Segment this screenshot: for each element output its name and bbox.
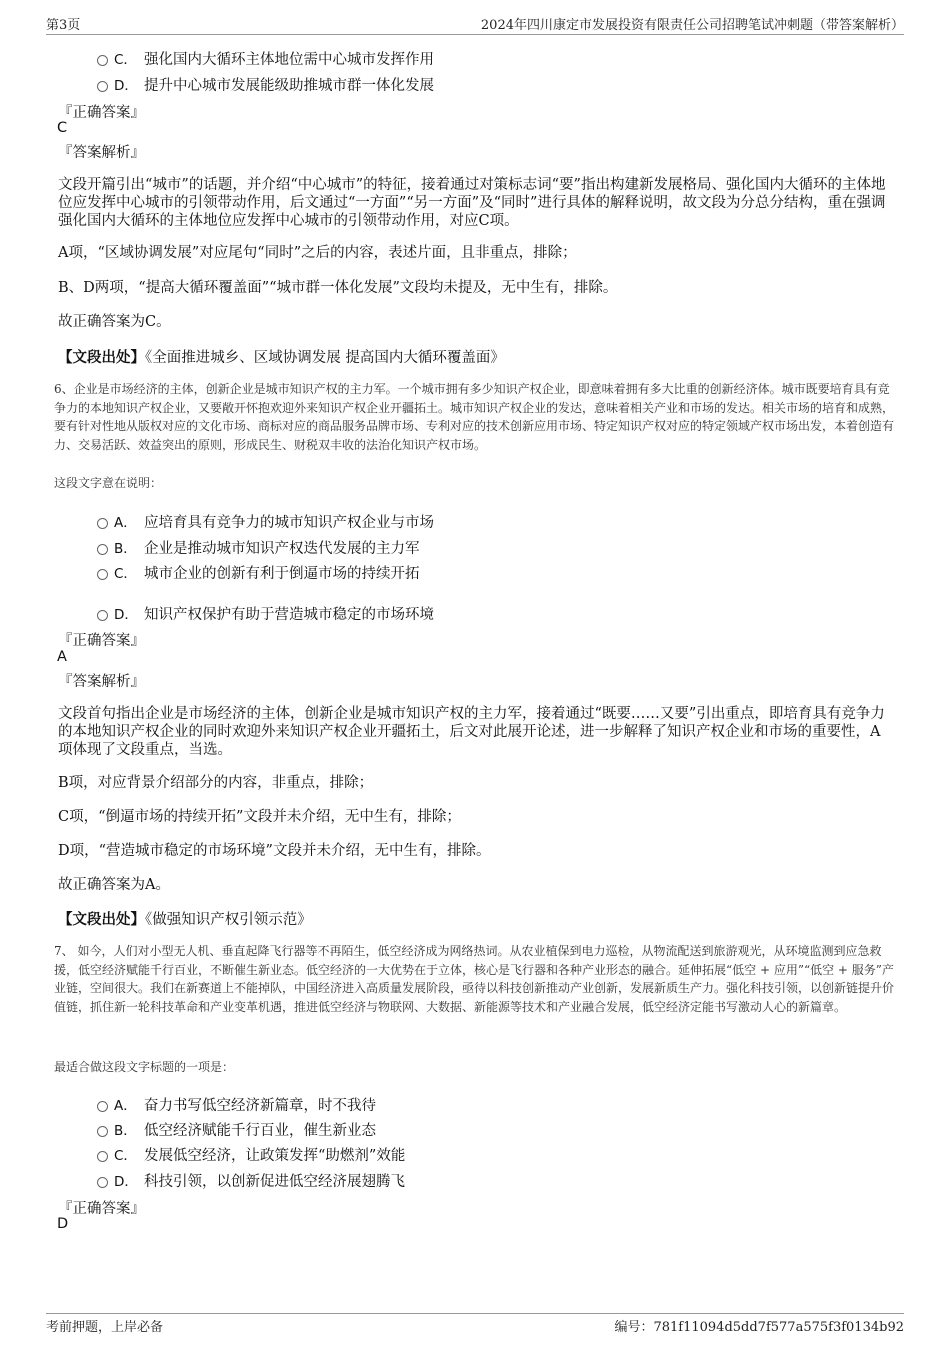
radio-icon[interactable] — [97, 1177, 108, 1188]
q7-option-c[interactable]: C． 发展低空经济，让政策发挥“助燃剂”效能 — [97, 1144, 405, 1165]
q5-analysis-line-bd: B、D两项，“提高大循环覆盖面”“城市群一体化发展”文段均未提及，无中生有，排除。 — [58, 280, 618, 296]
radio-icon[interactable] — [97, 610, 108, 621]
q5-analysis-line-a: A项，“区域协调发展”对应尾句“同时”之后的内容，表述片面，且非重点，排除； — [58, 245, 577, 261]
q7-answer: D — [57, 1216, 69, 1232]
footer-slogan: 考前押题，上岸必备 — [46, 1320, 164, 1335]
radio-icon[interactable] — [97, 518, 108, 529]
q7-stem: 7、 如今，人们对小型无人机、垂直起降飞行器等不再陌生，低空经济成为网络热词。从农业植保到电力巡检，从物流配送到旅游观光，从环境监测到应急救援，低空经济赋能千行百业，不断催生新业态。低空经济的一大优势在于立体，核心是飞行器和各种产业形态的融合。延伸拓展“低空 + 应用”“低空 + 服务”产业链，空间很大。我们在新赛道上不能掉队，中国经济进入高质量发展阶段，亟待以科技创新推动产业创新，发展新质生产力。强化科技引领，以创新链提升价值链，抓住新一轮科技革命和产业变革机遇，推进低空经济与物联网、大数据、新能源等技术和产业融合发展，低空经济定能书写激动人心的新篇章。 — [54, 944, 895, 1014]
q5-analysis-label: 『答案解析』 — [58, 145, 145, 161]
q6-source: 【文段出处】《做强知识产权引领示范》 — [58, 911, 312, 928]
q6-option-c[interactable]: C． 城市企业的创新有利于倒逼市场的持续开拓 — [97, 562, 420, 583]
page-header — [46, 14, 904, 35]
q6-answer-label: 『正确答案』 — [58, 633, 145, 649]
q5-answer-label: 『正确答案』 — [58, 105, 145, 121]
q5-source: 【文段出处】《全面推进城乡、区域协调发展 提高国内大循环覆盖面》 — [58, 349, 505, 366]
radio-icon[interactable] — [97, 1101, 108, 1112]
q5-conclusion: 故正确答案为C。 — [58, 314, 171, 330]
q6-question: 这段文字意在说明： — [54, 476, 163, 490]
q6-analysis-line-b: B项，对应背景介绍部分的内容，非重点，排除； — [58, 775, 374, 791]
q7-option-d[interactable]: D． 科技引领，以创新促进低空经济展翅腾飞 — [97, 1170, 405, 1191]
q6-analysis-line-c: C项，“倒逼市场的持续开拓”文段并未介绍，无中生有，排除； — [58, 809, 461, 825]
q6-option-d[interactable]: D． 知识产权保护有助于营造城市稳定的市场环境 — [97, 603, 434, 624]
q7-answer-label: 『正确答案』 — [58, 1201, 145, 1217]
radio-icon[interactable] — [97, 81, 108, 92]
q6-option-a[interactable]: A． 应培育具有竞争力的城市知识产权企业与市场 — [97, 511, 434, 532]
q6-conclusion: 故正确答案为A。 — [58, 877, 170, 893]
footer-serial: 编号：781f11094d5dd7f577a575f3f0134b92 — [614, 1320, 904, 1335]
q5-answer: C — [57, 120, 68, 136]
radio-icon[interactable] — [97, 1126, 108, 1137]
q6-option-b[interactable]: B． 企业是推动城市知识产权迭代发展的主力军 — [97, 537, 420, 558]
q5-analysis-paragraph: 文段开篇引出“城市”的话题，并介绍“中心城市”的特征，接着通过对策标志词“要”指出构建新发展格局、强化国内大循环的主体地位应发挥中心城市的引领带动作用，后文通过“一方面”“另一方面”及“同时”进行具体的解释说明，故文段为分总分结构，重在强调强化国内大循环的主体地位应发挥中心城市的引领带动作用，对应C项。 — [58, 177, 886, 229]
page-number: 第3页 — [46, 18, 81, 33]
radio-icon[interactable] — [97, 1151, 108, 1162]
q7-option-a[interactable]: A． 奋力书写低空经济新篇章，时不我待 — [97, 1094, 376, 1115]
q5-option-c[interactable]: C． 强化国内大循环主体地位需中心城市发挥作用 — [97, 48, 434, 69]
q6-analysis-label: 『答案解析』 — [58, 674, 145, 690]
radio-icon[interactable] — [97, 544, 108, 555]
page-footer — [46, 1313, 904, 1335]
q6-analysis-paragraph: 文段首句指出企业是市场经济的主体，创新企业是城市知识产权的主力军，接着通过“既要……又要”引出重点，即培育具有竞争力的本地知识产权企业的同时欢迎外来知识产权企业开疆拓土，后文对此展开论述，进一步解释了知识产权企业和市场的重要性，A项体现了文段重点，当选。 — [58, 706, 885, 758]
document-title: 2024年四川康定市发展投资有限责任公司招聘笔试冲刺题（带答案解析） — [480, 18, 904, 33]
q7-question: 最适合做这段文字标题的一项是： — [54, 1060, 235, 1074]
q6-answer: A — [57, 649, 67, 665]
radio-icon[interactable] — [97, 569, 108, 580]
q5-option-d[interactable]: D． 提升中心城市发展能级助推城市群一体化发展 — [97, 74, 434, 95]
q6-stem: 6、企业是市场经济的主体，创新企业是城市知识产权的主力军。一个城市拥有多少知识产权企业，即意味着拥有多大比重的创新经济体。城市既要培育具有竞争力的本地知识产权企业，又要敞开怀抱欢迎外来知识产权企业开疆拓土。城市知识产权企业的发达，意味着相关产业和市场的发达。相关市场的培育和成熟，要有针对性地从版权对应的文化市场、商标对应的商品服务品牌市场、专利对应的技术创新应用市场、特定知识产权对应的特定领域产权市场出发，本着创造有力、交易活跃、效益突出的原则，形成民生、财税双丰收的法治化知识产权市场。 — [54, 382, 895, 452]
q7-option-b[interactable]: B． 低空经济赋能千行百业，催生新业态 — [97, 1119, 376, 1140]
q6-analysis-line-d: D项，“营造城市稳定的市场环境”文段并未介绍，无中生有，排除。 — [58, 843, 491, 859]
radio-icon[interactable] — [97, 55, 108, 66]
